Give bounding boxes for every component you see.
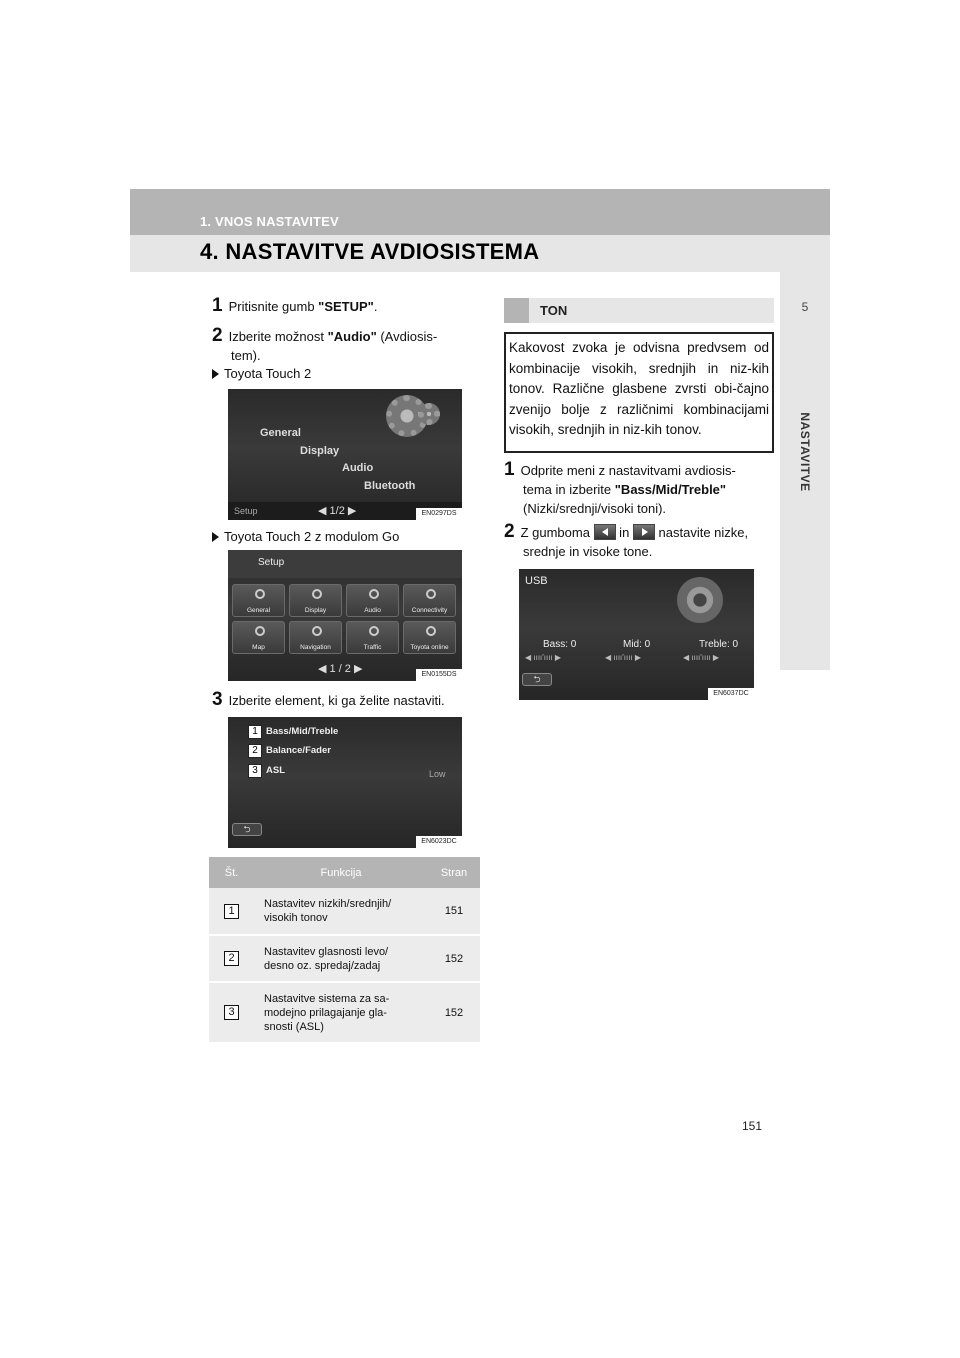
- menu-item-bluetooth: Bluetooth: [364, 480, 416, 492]
- table-cell-page: 152: [428, 982, 480, 1043]
- number-box: 3: [224, 1005, 239, 1020]
- header-band: [130, 189, 830, 272]
- func-line: Nastavitev glasnosti levo/: [264, 945, 389, 958]
- image-code: EN0155DS: [416, 669, 462, 681]
- page-indicator: ◀ 1 / 2 ▶: [318, 663, 363, 675]
- step-text: nastavite nizke,: [654, 525, 749, 540]
- side-tab-label-wrap: [784, 382, 826, 522]
- back-icon: ⮌: [232, 823, 262, 836]
- tile-toyota-online: [403, 621, 456, 654]
- step-text-line2: tem).: [231, 348, 261, 363]
- display-icon: [312, 589, 322, 599]
- step-text: Izberite element, ki ga želite nastaviti.: [228, 693, 445, 708]
- number-box: 2: [224, 951, 239, 966]
- bullet-text: Toyota Touch 2: [224, 366, 312, 381]
- table-cell-no: [209, 982, 254, 1043]
- bass-slider: ◀ ıııı'ıııı ▶: [525, 653, 562, 662]
- screenshot-audio-menu: [228, 717, 462, 848]
- screen-footer-label: Setup: [234, 506, 258, 516]
- table-header-page: Stran: [428, 857, 480, 888]
- table-row: [209, 982, 480, 1043]
- step-text: Z gumboma: [520, 525, 594, 540]
- ton-header-square: [504, 298, 529, 323]
- general-icon: [255, 589, 265, 599]
- number-box: 1: [224, 904, 239, 919]
- step-number: 3: [212, 689, 223, 710]
- back-icon: ⮌: [522, 673, 552, 686]
- treble-value: Treble: 0: [699, 639, 739, 650]
- table-row: [209, 888, 480, 935]
- tile-label: Navigation: [300, 644, 331, 651]
- ton-header: [504, 298, 774, 323]
- left-step-3: [212, 690, 445, 710]
- row-number-box: 3: [248, 764, 262, 778]
- func-line: visokih tonov: [264, 912, 328, 924]
- tile-general: [232, 584, 285, 617]
- tile-traffic: [346, 621, 399, 654]
- step-number: 2: [212, 325, 223, 346]
- step-text: (Nizki/srednji/visoki toni).: [523, 501, 667, 516]
- screenshot-bass-mid-treble: [519, 569, 754, 700]
- tile-audio: [346, 584, 399, 617]
- side-tab: [780, 272, 830, 670]
- right-arrow-button-icon: [633, 524, 655, 540]
- triangle-bullet-icon: [212, 369, 219, 379]
- step-number: 1: [212, 295, 223, 316]
- table-cell-function: [254, 935, 428, 982]
- image-code: EN6023DC: [416, 836, 462, 848]
- row-label: Bass/Mid/Treble: [266, 726, 339, 738]
- tile-label: Audio: [364, 607, 381, 614]
- function-table: [209, 857, 480, 1044]
- tile-navigation: [289, 621, 342, 654]
- step-text-end: .: [373, 299, 378, 314]
- func-line: Nastavitev nizkih/srednjih/: [264, 898, 392, 910]
- func-line: modejno prilagajanje gla-: [264, 1006, 387, 1019]
- screen-title-usb: USB: [525, 575, 548, 587]
- right-step-2: [504, 522, 776, 561]
- speaker-icon: [677, 577, 723, 623]
- table-cell-no: [209, 935, 254, 982]
- step-text: tema in izberite: [523, 482, 615, 497]
- bullet-text: Toyota Touch 2 z modulom Go: [224, 529, 400, 544]
- table-cell-function: [254, 888, 428, 935]
- func-line: desno oz. spredaj/zadaj: [264, 959, 381, 972]
- step-bold: "SETUP": [318, 299, 374, 314]
- tile-label: Toyota online: [410, 644, 449, 651]
- bass-value: Bass: 0: [543, 639, 577, 650]
- tile-connectivity: [403, 584, 456, 617]
- row-label: ASL: [266, 765, 285, 777]
- table-cell-page: 152: [428, 935, 480, 982]
- tile-label: Display: [304, 607, 327, 614]
- step-bold: "Bass/Mid/Treble": [614, 482, 727, 497]
- audio-icon: [369, 589, 379, 599]
- left-step-1: [212, 296, 377, 316]
- step-number: 1: [504, 459, 515, 480]
- triangle-bullet-icon: [212, 532, 219, 542]
- step-text: srednje in visoke tone.: [523, 544, 653, 559]
- step-text-end: (Avdiosis-: [376, 329, 438, 344]
- asl-value: Low: [429, 769, 446, 779]
- step-number: 2: [504, 521, 515, 542]
- table-cell-page: 151: [428, 888, 480, 935]
- menu-item-general: General: [260, 427, 301, 439]
- table-header-no: Št.: [209, 857, 254, 888]
- step-text: Pritisnite gumb: [228, 299, 319, 314]
- left-step-2: [212, 326, 480, 365]
- row-label: Balance/Fader: [266, 745, 331, 757]
- step-text: Odprite meni z nastavitvami avdiosis-: [520, 463, 736, 478]
- menu-item-display: Display: [300, 445, 340, 457]
- tile-label: General: [246, 607, 271, 614]
- func-line: Nastavitve sistema za sa-: [264, 992, 390, 1005]
- image-code: EN6037DC: [708, 688, 754, 700]
- ton-body: Kakovost zvoka je odvisna predvsem od kombinacije visokih, srednjih in niz-kih tonov. Različne glasbene zvrsti obi-čajno zvenijo bolje z različnimi kombinacijami visokih, srednjih in niz-kih tonov.: [504, 332, 774, 453]
- tile-map: [232, 621, 285, 654]
- step-text: Izberite možnost: [228, 329, 328, 344]
- screenshot-setup-touch2-go: [228, 550, 462, 681]
- row-number-box: 2: [248, 744, 262, 758]
- bullet-toyota-touch-2: [212, 366, 311, 381]
- screenshot-setup-touch2: [228, 389, 462, 520]
- gear-small-icon: [418, 403, 440, 425]
- side-tab-label: NASTAVITVE: [798, 412, 812, 492]
- table-row: [209, 935, 480, 982]
- step-bold: "Audio": [327, 329, 377, 344]
- menu-item-audio: Audio: [342, 462, 374, 474]
- connectivity-icon: [426, 589, 436, 599]
- section-title: 4. NASTAVITVE AVDIOSISTEMA: [200, 239, 540, 264]
- table-cell-function: [254, 982, 428, 1043]
- menu-row-asl: [248, 762, 285, 778]
- step-text: in: [615, 525, 633, 540]
- chapter-label: 1. VNOS NASTAVITEV: [200, 214, 339, 229]
- row-number-box: 1: [248, 725, 262, 739]
- menu-row-balance-fader: [248, 742, 331, 758]
- map-icon: [255, 626, 265, 636]
- image-code: EN0297DS: [416, 508, 462, 520]
- toyota-online-icon: [426, 626, 436, 636]
- left-arrow-button-icon: [594, 524, 616, 540]
- table-cell-no: [209, 888, 254, 935]
- tile-label: Map: [252, 644, 265, 651]
- side-tab-number: 5: [801, 300, 809, 314]
- bullet-toyota-touch-2-go: [212, 529, 399, 544]
- tile-display: [289, 584, 342, 617]
- tile-label: Connectivity: [411, 607, 448, 614]
- traffic-icon: [369, 626, 379, 636]
- screen-title: Setup: [258, 557, 285, 568]
- mid-slider: ◀ ıııı'ıııı ▶: [605, 653, 642, 662]
- ton-title: TON: [540, 303, 568, 318]
- treble-slider: ◀ ıııı'ıııı ▶: [683, 653, 720, 662]
- func-line: snosti (ASL): [264, 1020, 324, 1033]
- page-indicator: ◀ 1/2 ▶: [318, 505, 357, 517]
- menu-row-bass-mid-treble: [248, 723, 338, 739]
- right-step-1: [504, 460, 776, 518]
- page-number: 151: [742, 1119, 763, 1133]
- navigation-icon: [312, 626, 322, 636]
- mid-value: Mid: 0: [623, 639, 651, 650]
- tile-label: Traffic: [363, 644, 382, 651]
- table-header-function: Funkcija: [254, 857, 428, 888]
